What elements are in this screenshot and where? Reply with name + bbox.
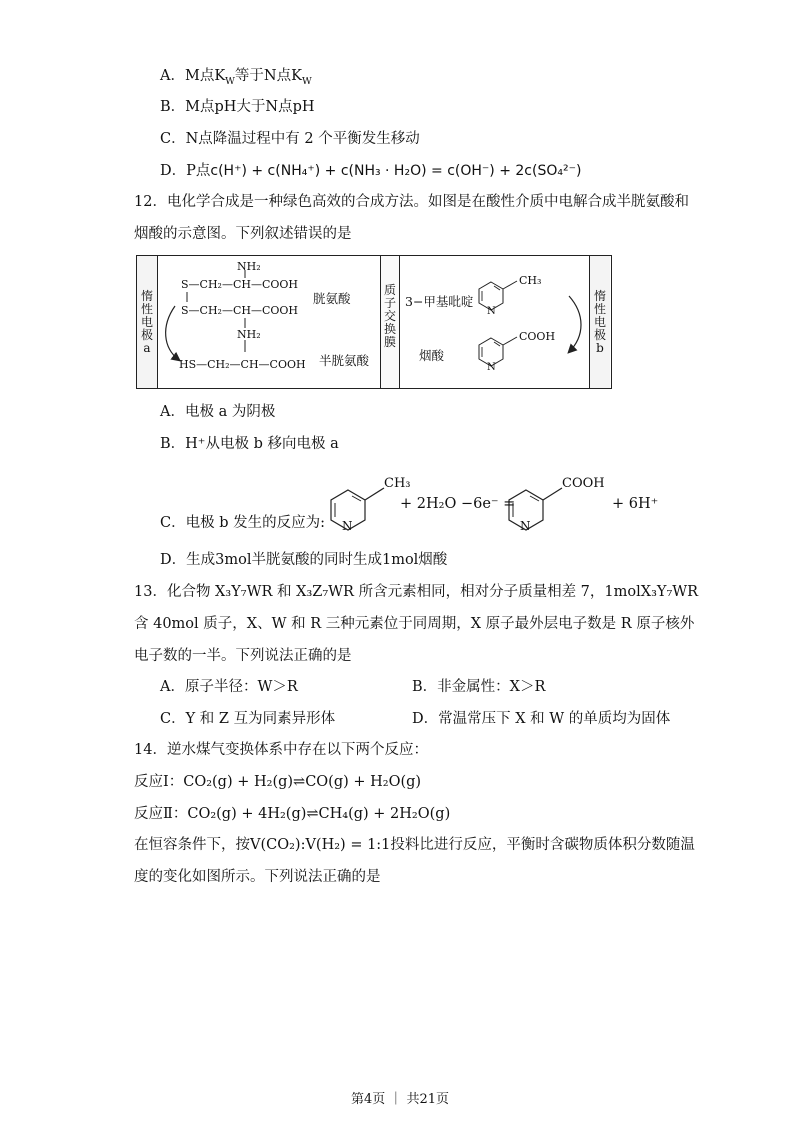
cystine-row2: S—CH₂—CH—COOH: [181, 304, 299, 317]
q12-option-b: B．H⁺从电极 b 移向电极 a: [160, 436, 339, 452]
q12-stem-line2: 烟酸的示意图。下列叙述错误的是: [134, 226, 352, 242]
q11-a-text: A．M点K: [160, 68, 226, 84]
picoline-n: N: [487, 306, 496, 317]
electrode-a-label: 惰性电极a: [140, 289, 153, 355]
page-footer: 第4页 ｜ 共21页: [350, 1092, 450, 1107]
q13-stem-line2: 含 40mol 质子，X、W 和 R 三种元素位于同周期，X 原子最外层电子数是 R 原子核外: [134, 616, 695, 632]
q12-c-equation: [300, 470, 680, 540]
c-eq-cooh: COOH: [562, 476, 605, 491]
q12-stem-line1: 12．电化学合成是一种绿色高效的合成方法。如图是在酸性介质中电解合成半胱氨酸和: [134, 194, 689, 210]
electrode-b-label: 惰性电极b: [593, 289, 606, 355]
cystine-row1: S—CH₂—CH—COOH: [181, 278, 299, 291]
q11-a-sub1: W: [225, 75, 235, 87]
q12-option-c: C．电极 b 发生的反应为:: [160, 515, 325, 531]
q12-option-a: A．电极 a 为阴极: [160, 404, 276, 420]
q11-a-mid: 等于N点K: [234, 68, 302, 84]
q14-reaction-2: 反应Ⅱ：CO₂(g) + 4H₂(g)⇌CH₄(g) + 2H₂O(g): [134, 806, 451, 822]
q11-option-d: [160, 161, 581, 181]
membrane-label: 质子交换膜: [383, 283, 396, 349]
q14-stem-line1: 14．逆水煤气变换体系中存在以下两个反应：: [134, 742, 428, 758]
nh2-top: NH₂: [237, 260, 261, 273]
q11-option-b: B．M点pH大于N点pH: [160, 99, 315, 115]
niacin-label: 烟酸: [419, 348, 445, 363]
c-eq-ch3: CH₃: [384, 476, 411, 491]
cysteine-label: 半胱氨酸: [319, 353, 370, 368]
cystine-label: 胱氨酸: [313, 291, 351, 306]
nh2-mid: NH₂: [237, 328, 261, 341]
picoline-ring: [479, 281, 517, 310]
q12-option-d: D．生成3mol半胱氨酸的同时生成1mol烟酸: [160, 552, 448, 568]
c-eq-middle: + 2H₂O −6e⁻ =: [400, 496, 516, 512]
q13-option-c: C．Y 和 Z 互为同素异形体: [160, 711, 336, 727]
q13-stem-line3: 电子数的一半。下列说法正确的是: [134, 648, 352, 664]
picoline-ch3: CH₃: [519, 274, 542, 287]
niacin-n: N: [487, 362, 496, 373]
q11-a-sub2: W: [301, 75, 312, 87]
q13-option-b: B．非金属性：X＞R: [412, 679, 546, 695]
q11-d-equation: c(H⁺) + c(NH₄⁺) + c(NH₃ · H₂O) = c(OH⁻) + 2c(SO₄²⁻): [210, 163, 582, 179]
q11-option-c: C．N点降温过程中有 2 个平衡发生移动: [160, 131, 420, 147]
picoline-label: 3−甲基吡啶: [405, 294, 474, 309]
reduction-arrow: [166, 306, 179, 360]
q14-reaction-1: 反应Ⅰ：CO₂(g) + H₂(g)⇌CO(g) + H₂O(g): [134, 774, 422, 790]
c-eq-n-left: N: [342, 519, 353, 533]
q14-stem-line2: 在恒容条件下，按V(CO₂):V(H₂) = 1:1投料比进行反应，平衡时含碳物质体积分数随温: [134, 837, 695, 853]
q11-option-a: [160, 66, 312, 86]
cysteine-formula: HS—CH₂—CH—COOH: [179, 358, 306, 371]
c-eq-n-right: N: [520, 519, 531, 533]
q13-stem-line1: 13．化合物 X₃Y₇WR 和 X₃Z₇WR 所含元素相同，相对分子质量相差 7，1molX₃Y₇WR: [134, 584, 699, 600]
niacin-ring: [479, 337, 517, 366]
q13-option-a: A．原子半径：W＞R: [160, 679, 298, 695]
c-eq-end: + 6H⁺: [612, 496, 659, 512]
oxidation-arrow: [569, 296, 581, 352]
q14-stem-line3: 度的变化如图所示。下列说法正确的是: [134, 869, 381, 885]
niacin-cooh: COOH: [519, 330, 556, 343]
q13-option-d: D．常温常压下 X 和 W 的单质均为固体: [412, 711, 671, 727]
q11-d-prefix: D．P点: [160, 163, 211, 179]
electrolysis-diagram: [136, 255, 612, 389]
